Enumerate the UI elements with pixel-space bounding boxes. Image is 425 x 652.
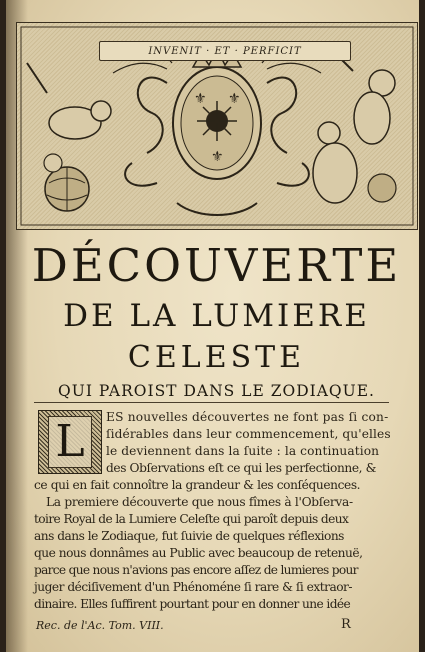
svg-text:⚜: ⚜ xyxy=(211,149,224,165)
motto-banner: INVENIT · ET · PERFICIT xyxy=(99,41,351,61)
body-line: ce qui en fait connoître la grandeur & les conſéquences. xyxy=(34,478,361,492)
body-line: ES nouvelles découvertes ne font pas ſi con- xyxy=(106,410,389,424)
body-line: ans dans le Zodiaque, fut ſuivie de quelques réflexions xyxy=(34,529,344,543)
body-line: parce que nous n'avions pas encore aſſez de lumieres pour xyxy=(34,563,358,577)
body-line: dinaire. Elles ſuffirent pourtant pour en donner une idée xyxy=(34,597,351,611)
title-line-4: QUI PAROIST DANS LE ZODIAQUE. xyxy=(58,382,375,400)
body-line: ſidérables dans leur commencement, qu'elles xyxy=(106,427,391,441)
svg-text:⚜: ⚜ xyxy=(194,91,207,107)
title-line-1: DÉCOUVERTE xyxy=(31,239,402,292)
drop-cap xyxy=(38,410,102,474)
body-line: que nous donnâmes au Public avec beaucoup de retenuë, xyxy=(34,546,363,560)
svg-text:⚜: ⚜ xyxy=(228,91,241,107)
title-rule xyxy=(34,402,389,403)
engraved-headpiece xyxy=(16,22,418,230)
gathering-signature: R xyxy=(341,617,351,632)
body-line: toire Royal de la Lumiere Celeſte qui paroît depuis deux xyxy=(34,512,349,526)
title-line-2: DE LA LUMIERE xyxy=(63,298,370,334)
body-line: La premiere découverte que nous fîmes à l'Obſerva- xyxy=(46,495,353,509)
body-line: des Obſervations eſt ce qui les perfectionne, & xyxy=(106,461,377,475)
body-line: le deviennent dans la ſuite : la continuation xyxy=(106,444,380,458)
book-page xyxy=(6,0,419,652)
drop-cap-letter: L xyxy=(48,416,91,468)
body-line: juger déciſivement d'un Phénoméne ſi rare & ſi extraor- xyxy=(34,580,353,594)
title-line-3: CELESTE xyxy=(127,340,306,375)
signature-mark: Rec. de l'Ac. Tom. VIII. xyxy=(36,619,164,632)
